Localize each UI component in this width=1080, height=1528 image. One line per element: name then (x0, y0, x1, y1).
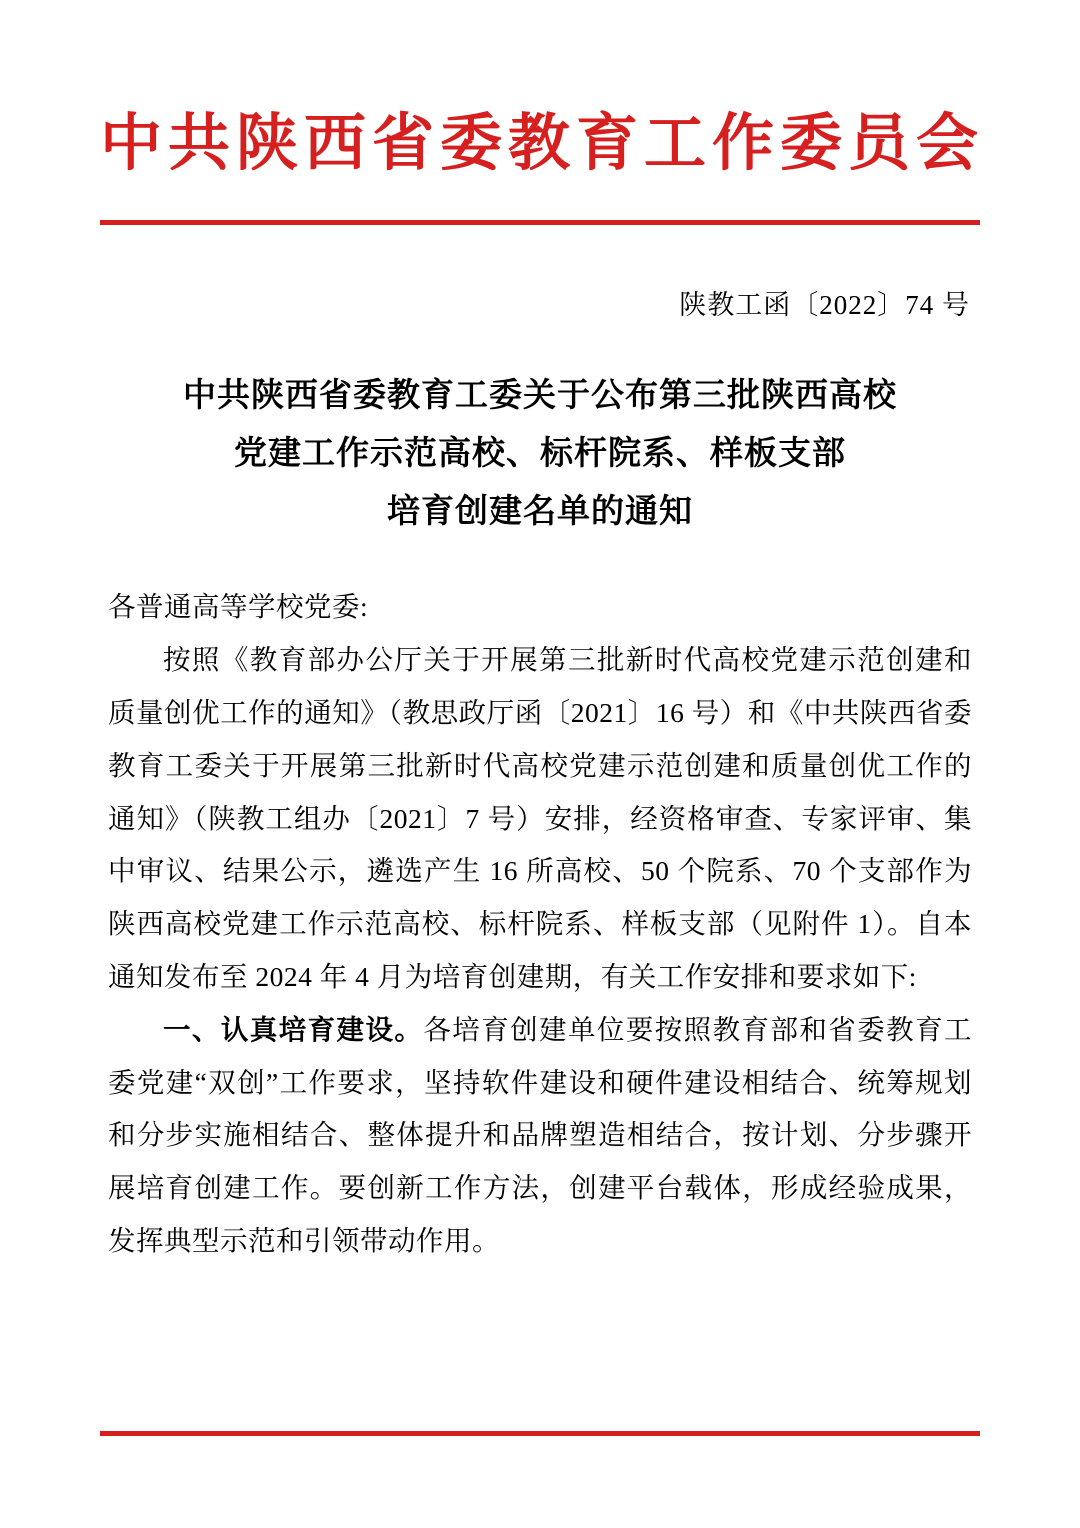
document-title-line-2: 党建工作示范高校、标杆院系、样板支部 (234, 435, 846, 472)
issuing-organization-title: 中共陕西省委教育工作委员会 (100, 110, 985, 178)
document-number: 陕教工函〔2022〕74 号 (679, 290, 970, 321)
masthead-divider (100, 220, 980, 225)
section-1-heading: 一、认真培育建设。 (163, 1013, 424, 1045)
salutation: 各普通高等学校党委: (108, 591, 369, 623)
body-paragraph-1: 按照《教育部办公厅关于开展第三批新时代高校党建示范创建和质量创优工作的通知》（教思政厅函〔2021〕16 号）和《中共陕西省委教育工委关于开展第三批新时代高校党建示范创建和质量创优工作的通知》（陕教工组办〔2021〕7 号）安排，经资格审查、专家评审、集中审议、结果公示，遴选产生 16 所高校、50 个院系、70 个支部作为陕西高校党建工作示范高校、标杆院系、样板支部（见附件 1）。自本通知发布至 2024 年 4 月为培育创建期，有关工作安排和要求如下: (108, 644, 972, 993)
footer-divider (100, 1431, 980, 1436)
document-body (100, 581, 980, 1267)
body-section-1 (108, 1004, 972, 1268)
document-title (100, 368, 980, 541)
document-number-row (100, 283, 980, 322)
masthead (100, 0, 985, 225)
document-title-line-1: 中共陕西省委教育工委关于公布第三批陕西高校 (183, 378, 897, 415)
section-1-text: 各培育创建单位要按照教育部和省委教育工委党建“双创”工作要求，坚持软件建设和硬件建设相结合、统筹规划和分步实施相结合、整体提升和品牌塑造相结合，按计划、分步骤开展培育创建工作。要创新工作方法，创建平台载体，形成经验成果，发挥典型示范和引领带动作用。 (108, 1013, 973, 1256)
document-title-line-3: 培育创建名单的通知 (387, 493, 693, 530)
